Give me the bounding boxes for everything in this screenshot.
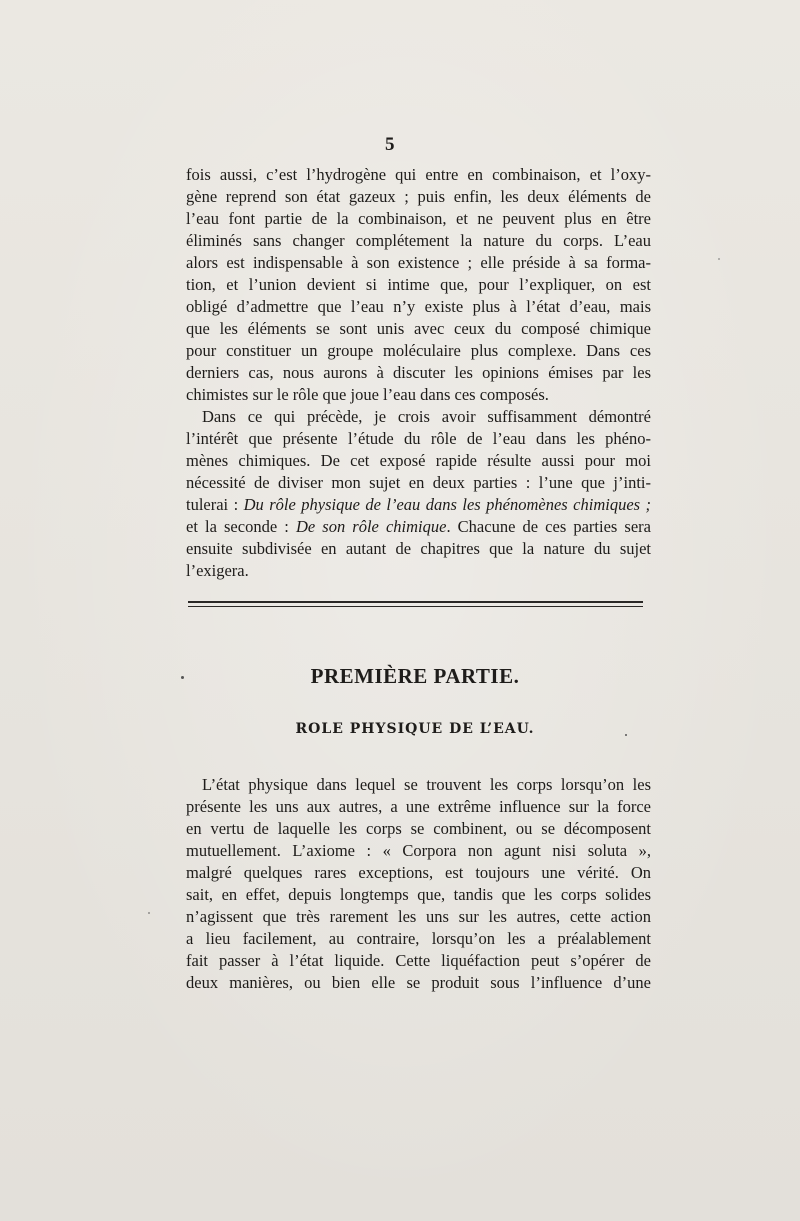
text-line: ensuite subdivisée en autant de chapitres que la nature du sujet: [186, 539, 651, 558]
text-span: et la seconde :: [186, 517, 296, 536]
italic-title-chimique: De son rôle chimique: [295, 517, 447, 536]
text-line: l’intérêt que présente l’étude du rôle de l’eau dans les phéno-: [186, 429, 651, 448]
text-line: gène reprend son état gazeux ; puis enfin, les deux éléments de: [186, 187, 651, 206]
text-line: en vertu de laquelle les corps se combinent, ou se décomposent: [186, 819, 651, 838]
text-line: présente les uns aux autres, a une extrême influence sur la force: [186, 797, 651, 816]
section-title: ROLE PHYSIQUE DE L’EAU.: [295, 721, 535, 737]
text-line: obligé d’admettre que l’eau n’y existe plus à l’état d’eau, mais: [186, 297, 651, 316]
text-line: n’agissent que très rarement les uns sur les autres, cette action: [186, 907, 651, 926]
text-line: pour constituer un groupe moléculaire plus complexe. Dans ces: [186, 341, 651, 360]
page-number: 5: [385, 134, 395, 155]
text-line: l’exigera.: [186, 561, 249, 580]
paper-speck: [181, 676, 184, 679]
text-line: mutuellement. L’axiome : « Corpora non agunt nisi soluta »,: [186, 841, 651, 860]
text-line: mènes chimiques. De cet exposé rapide résulte aussi pour moi: [186, 451, 651, 470]
text-line: l’eau font partie de la combinaison, et ne peuvent plus en être: [186, 209, 651, 228]
text-line: malgré quelques rares exceptions, est toujours une vérité. On: [186, 863, 651, 882]
text-line: derniers cas, nous aurons à discuter les opinions émises par les: [186, 363, 651, 382]
text-line: [186, 516, 651, 538]
text-line: fois aussi, c’est l’hydrogène qui entre en combinaison, et l’oxy-: [186, 165, 651, 184]
text-line: deux manières, ou bien elle se produit sous l’influence d’une: [186, 973, 651, 992]
text-line: alors est indispensable à son existence ; elle préside à sa forma-: [186, 253, 651, 272]
paragraph-block-1: [186, 164, 651, 582]
text-line: nécessité de diviser mon sujet en deux parties : l’une que j’inti-: [186, 473, 651, 492]
text-line: a lieu facilement, au contraire, lorsqu’on les a préalablement: [186, 929, 651, 948]
text-line: L’état physique dans lequel se trouvent les corps lorsqu’on les: [202, 775, 651, 794]
double-rule-divider: [188, 601, 643, 609]
paper-speck: [718, 258, 720, 260]
text-line: que les éléments se sont unis avec ceux du composé chimique: [186, 319, 651, 338]
italic-title-physique: Du rôle physique de l’eau dans les phénomènes chimiques ;: [243, 495, 651, 514]
paper-speck: [148, 912, 150, 914]
text-line: Dans ce qui précède, je crois avoir suffisamment démontré: [202, 407, 651, 426]
text-line: fait passer à l’état liquide. Cette liquéfaction peut s’opérer de: [186, 951, 651, 970]
rule-line-thin: [188, 606, 643, 607]
paper-speck: [625, 734, 627, 736]
rule-line-thick: [188, 601, 643, 603]
text-line: chimistes sur le rôle que joue l’eau dans ces composés.: [186, 385, 549, 404]
text-line: [186, 494, 651, 516]
paragraph-block-2: [186, 774, 651, 994]
part-title: PREMIÈRE PARTIE.: [310, 664, 520, 688]
text-line: sait, en effet, depuis longtemps que, tandis que les corps solides: [186, 885, 651, 904]
text-span: . Chacune de ces parties sera: [446, 517, 651, 536]
text-line: tion, et l’union devient si intime que, pour l’expliquer, on est: [186, 275, 651, 294]
text-span: tulerai :: [186, 495, 244, 514]
text-line: éliminés sans changer complétement la nature du corps. L’eau: [186, 231, 651, 250]
